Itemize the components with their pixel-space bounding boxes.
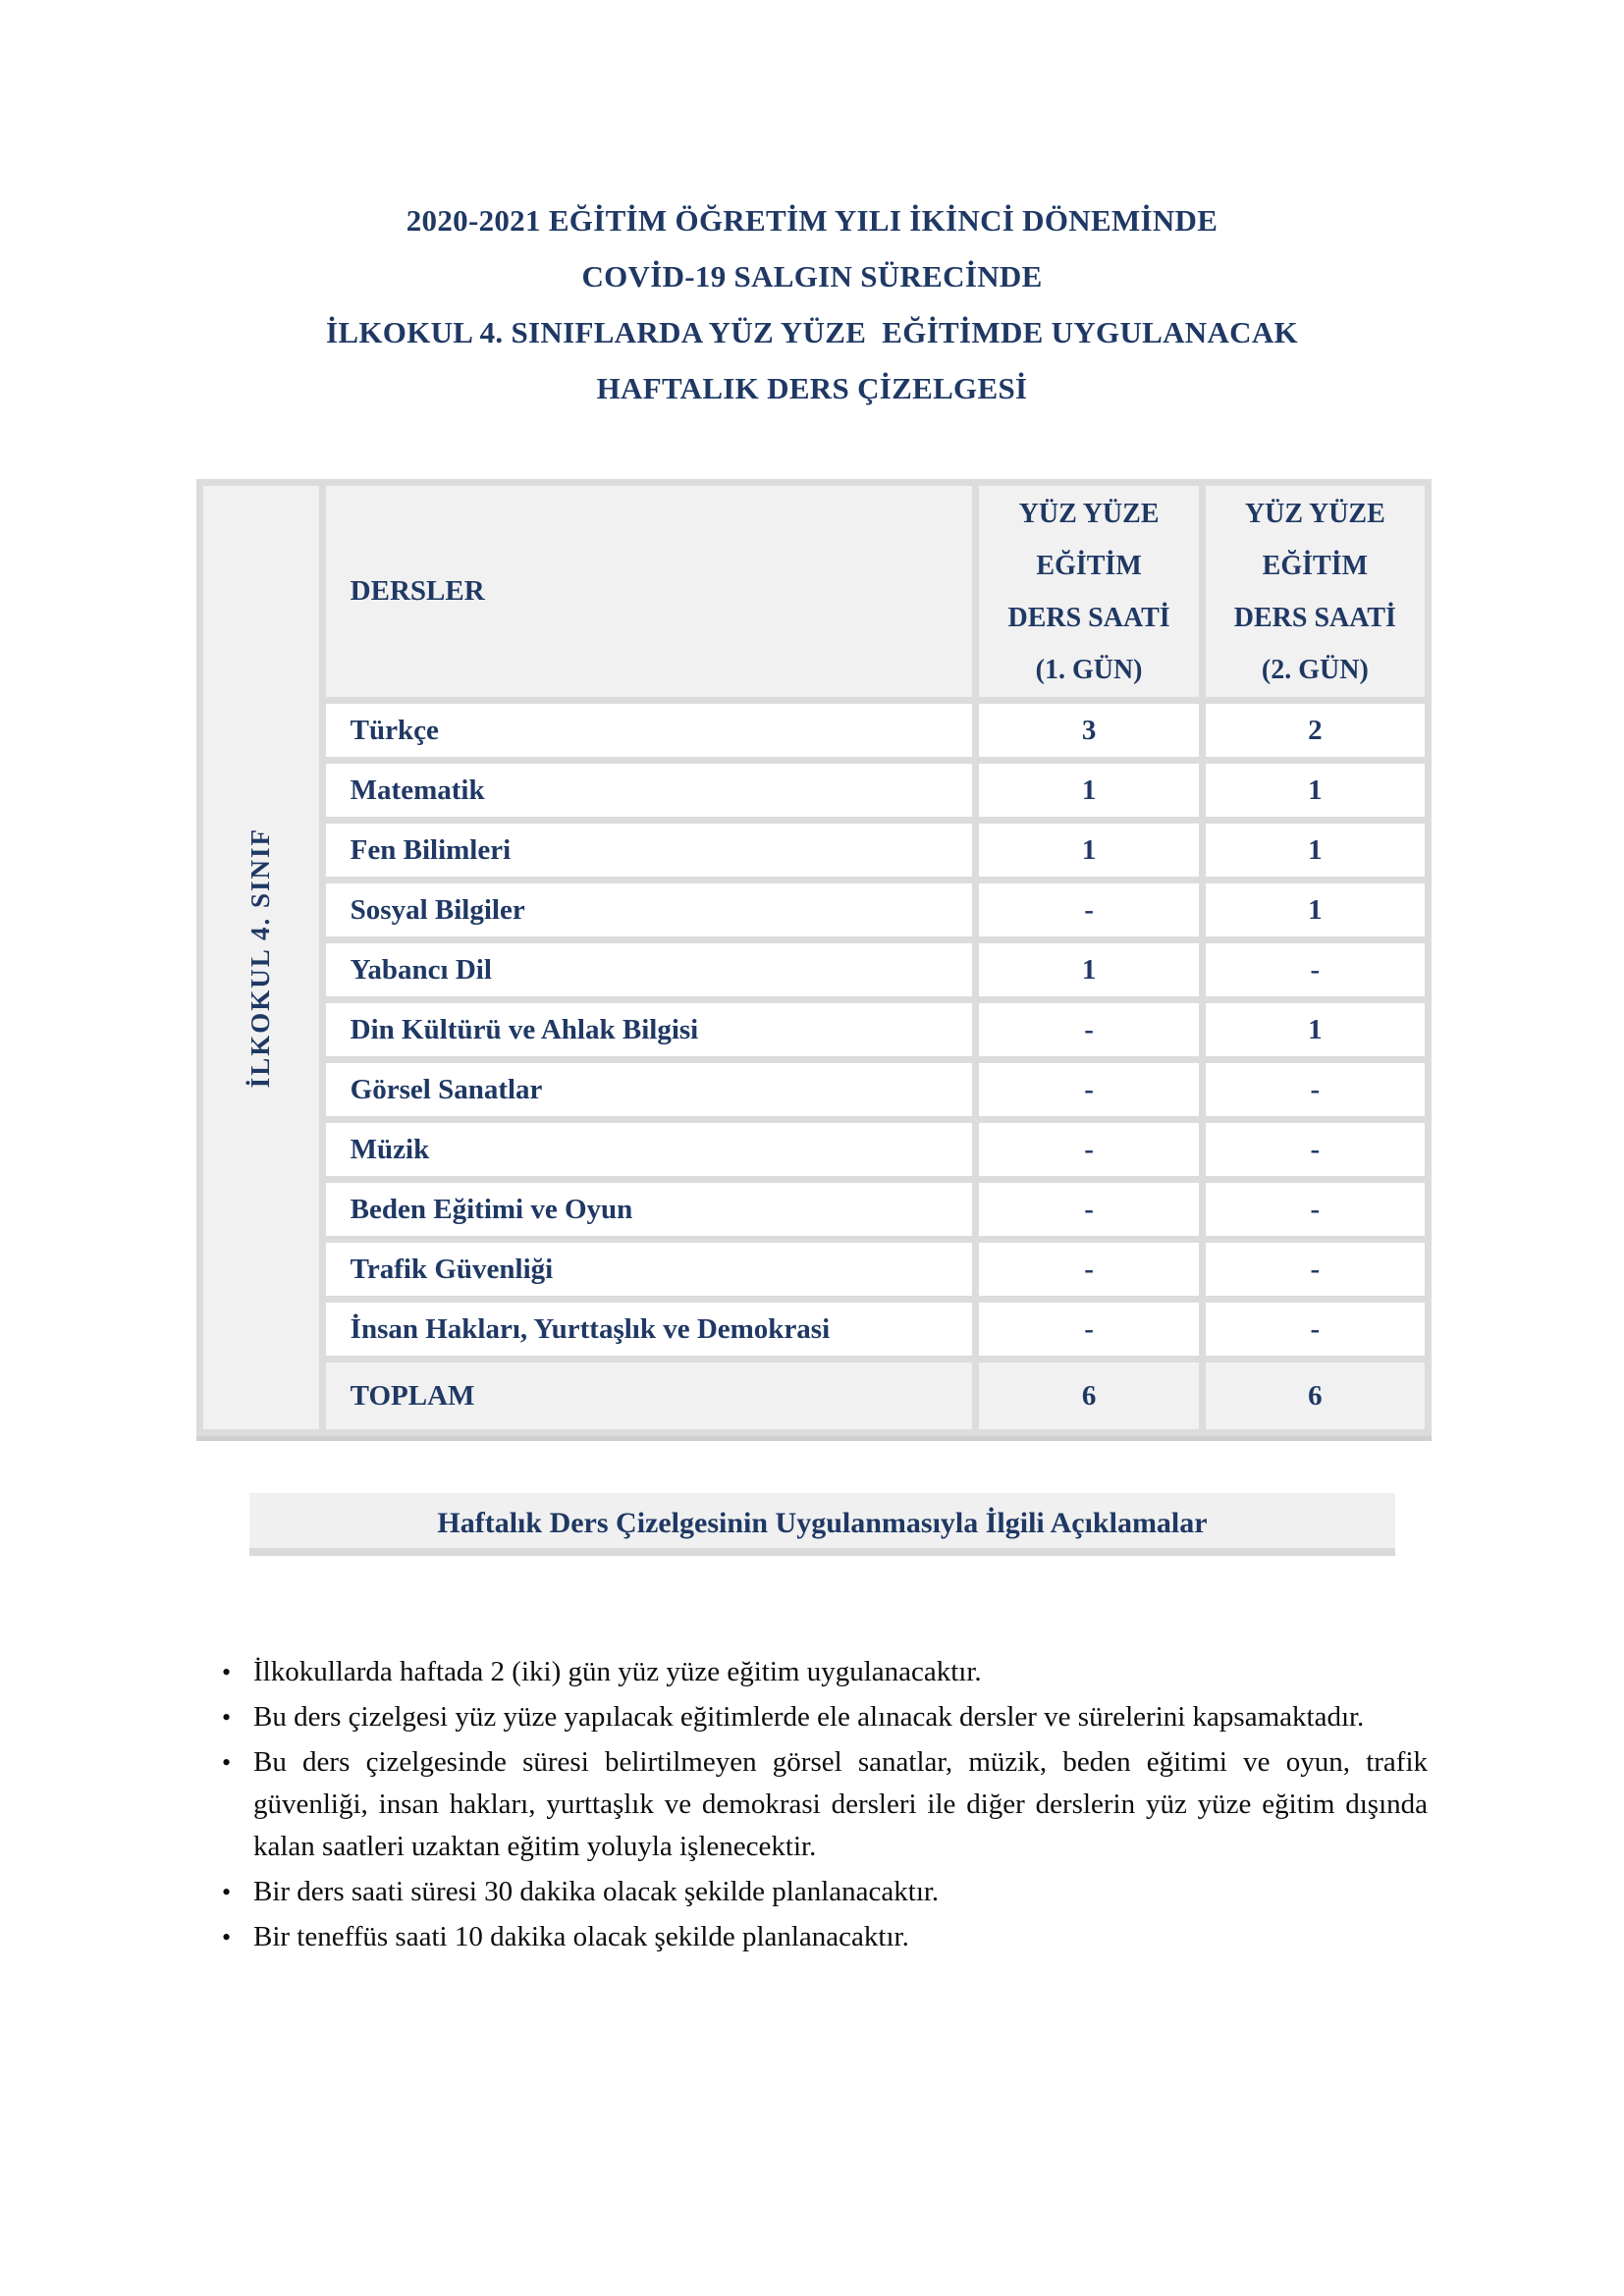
list-item xyxy=(208,1916,1428,1958)
table-row xyxy=(203,1243,1425,1296)
table-header-row xyxy=(203,486,1425,697)
day2-hours: - xyxy=(1206,1183,1425,1236)
bullet-icon: • xyxy=(222,1923,232,1951)
day1-header-line: (1. GÜN) xyxy=(1035,654,1143,685)
note-text: İlkokullarda haftada 2 (iki) gün yüz yüze eğitim uygulanacaktır. xyxy=(253,1656,982,1687)
day2-hours: - xyxy=(1206,1303,1425,1356)
day2-hours: - xyxy=(1206,943,1425,996)
table-row xyxy=(203,1303,1425,1356)
day1-hours: 3 xyxy=(979,704,1198,757)
column-header-day2 xyxy=(1206,486,1425,697)
day2-hours: 1 xyxy=(1206,764,1425,817)
day2-hours: - xyxy=(1206,1243,1425,1296)
note-text: Bir teneffüs saati 10 dakika olacak şekilde planlanacaktır. xyxy=(253,1921,909,1952)
day2-hours: - xyxy=(1206,1123,1425,1176)
title-line-1: 2020-2021 EĞİTİM ÖĞRETİM YILI İKİNCİ DÖNEMİNDE xyxy=(406,203,1218,238)
list-item xyxy=(208,1696,1428,1738)
column-header-day1 xyxy=(979,486,1198,697)
day2-hours: 1 xyxy=(1206,824,1425,877)
day2-header-line: DERS SAATİ xyxy=(1233,602,1396,633)
list-item xyxy=(208,1651,1428,1693)
table-row xyxy=(203,704,1425,757)
course-name: Fen Bilimleri xyxy=(326,824,973,877)
day1-header-line: EĞİTİM xyxy=(1036,550,1142,581)
total-day2: 6 xyxy=(1206,1362,1425,1429)
bullet-icon: • xyxy=(222,1703,232,1732)
day1-hours: - xyxy=(979,1123,1198,1176)
day1-hours: - xyxy=(979,1243,1198,1296)
note-text: Bu ders çizelgesi yüz yüze yapılacak eğitimlerde ele alınacak dersler ve sürelerini kapsamaktadır. xyxy=(253,1701,1365,1733)
day2-header-line: (2. GÜN) xyxy=(1261,654,1369,685)
course-name: Yabancı Dil xyxy=(326,943,973,996)
day1-hours: - xyxy=(979,1003,1198,1056)
bullet-icon: • xyxy=(222,1658,232,1686)
table-row xyxy=(203,943,1425,996)
course-name: Beden Eğitimi ve Oyun xyxy=(326,1183,973,1236)
day2-hours: - xyxy=(1206,1063,1425,1116)
title-line-3: İLKOKUL 4. SINIFLARDA YÜZ YÜZE EĞİTİMDE UYGULANACAK xyxy=(326,315,1298,349)
day1-hours: - xyxy=(979,883,1198,936)
weekly-schedule-table xyxy=(196,479,1432,1441)
course-name: Trafik Güvenliği xyxy=(326,1243,973,1296)
day1-hours: 1 xyxy=(979,764,1198,817)
note-text: Bu ders çizelgesinde süresi belirtilmeyen görsel sanatlar, müzik, beden eğitimi ve oyun, trafik güvenliği, insan hakları, yurttaşlık ve demokrasi dersleri ile diğer derslerin yüz yüze eğitim dışında kalan saatleri uzaktan eğitim yoluyla işlenecektir. xyxy=(253,1746,1428,1862)
day1-hours: - xyxy=(979,1063,1198,1116)
list-item xyxy=(208,1741,1428,1868)
table-row xyxy=(203,883,1425,936)
total-label: TOPLAM xyxy=(326,1362,973,1429)
day1-hours: 1 xyxy=(979,824,1198,877)
day2-header-line: YÜZ YÜZE xyxy=(1244,498,1385,529)
course-name: Türkçe xyxy=(326,704,973,757)
schedule-table-wrap xyxy=(196,479,1624,1441)
bullet-icon: • xyxy=(222,1878,232,1906)
column-header-courses: DERSLER xyxy=(326,486,973,697)
notes-heading: Haftalık Ders Çizelgesinin Uygulanmasıyla İlgili Açıklamalar xyxy=(249,1493,1395,1556)
total-day1: 6 xyxy=(979,1362,1198,1429)
grade-group-label: İLKOKUL 4. SINIF xyxy=(245,827,276,1089)
table-row xyxy=(203,1063,1425,1116)
course-name: İnsan Hakları, Yurttaşlık ve Demokrasi xyxy=(326,1303,973,1356)
table-row xyxy=(203,1183,1425,1236)
course-name: Görsel Sanatlar xyxy=(326,1063,973,1116)
notes-list xyxy=(208,1651,1428,1958)
day1-hours: 1 xyxy=(979,943,1198,996)
day2-hours: 1 xyxy=(1206,1003,1425,1056)
course-name: Din Kültürü ve Ahlak Bilgisi xyxy=(326,1003,973,1056)
course-name: Sosyal Bilgiler xyxy=(326,883,973,936)
course-name: Müzik xyxy=(326,1123,973,1176)
table-row xyxy=(203,764,1425,817)
table-row xyxy=(203,1123,1425,1176)
title-line-2: COVİD-19 SALGIN SÜRECİNDE xyxy=(581,259,1043,294)
table-row xyxy=(203,1003,1425,1056)
document-title xyxy=(0,0,1624,416)
title-line-4: HAFTALIK DERS ÇİZELGESİ xyxy=(596,371,1028,405)
day1-header-line: DERS SAATİ xyxy=(1007,602,1170,633)
day2-header-line: EĞİTİM xyxy=(1262,550,1369,581)
grade-group-cell xyxy=(203,486,319,1429)
day1-hours: - xyxy=(979,1183,1198,1236)
day2-hours: 1 xyxy=(1206,883,1425,936)
day1-header-line: YÜZ YÜZE xyxy=(1018,498,1160,529)
table-row xyxy=(203,824,1425,877)
day1-hours: - xyxy=(979,1303,1198,1356)
list-item xyxy=(208,1871,1428,1913)
day2-hours: 2 xyxy=(1206,704,1425,757)
bullet-icon: • xyxy=(222,1748,232,1777)
note-text: Bir ders saati süresi 30 dakika olacak şekilde planlanacaktır. xyxy=(253,1876,940,1907)
table-total-row xyxy=(203,1362,1425,1429)
course-name: Matematik xyxy=(326,764,973,817)
